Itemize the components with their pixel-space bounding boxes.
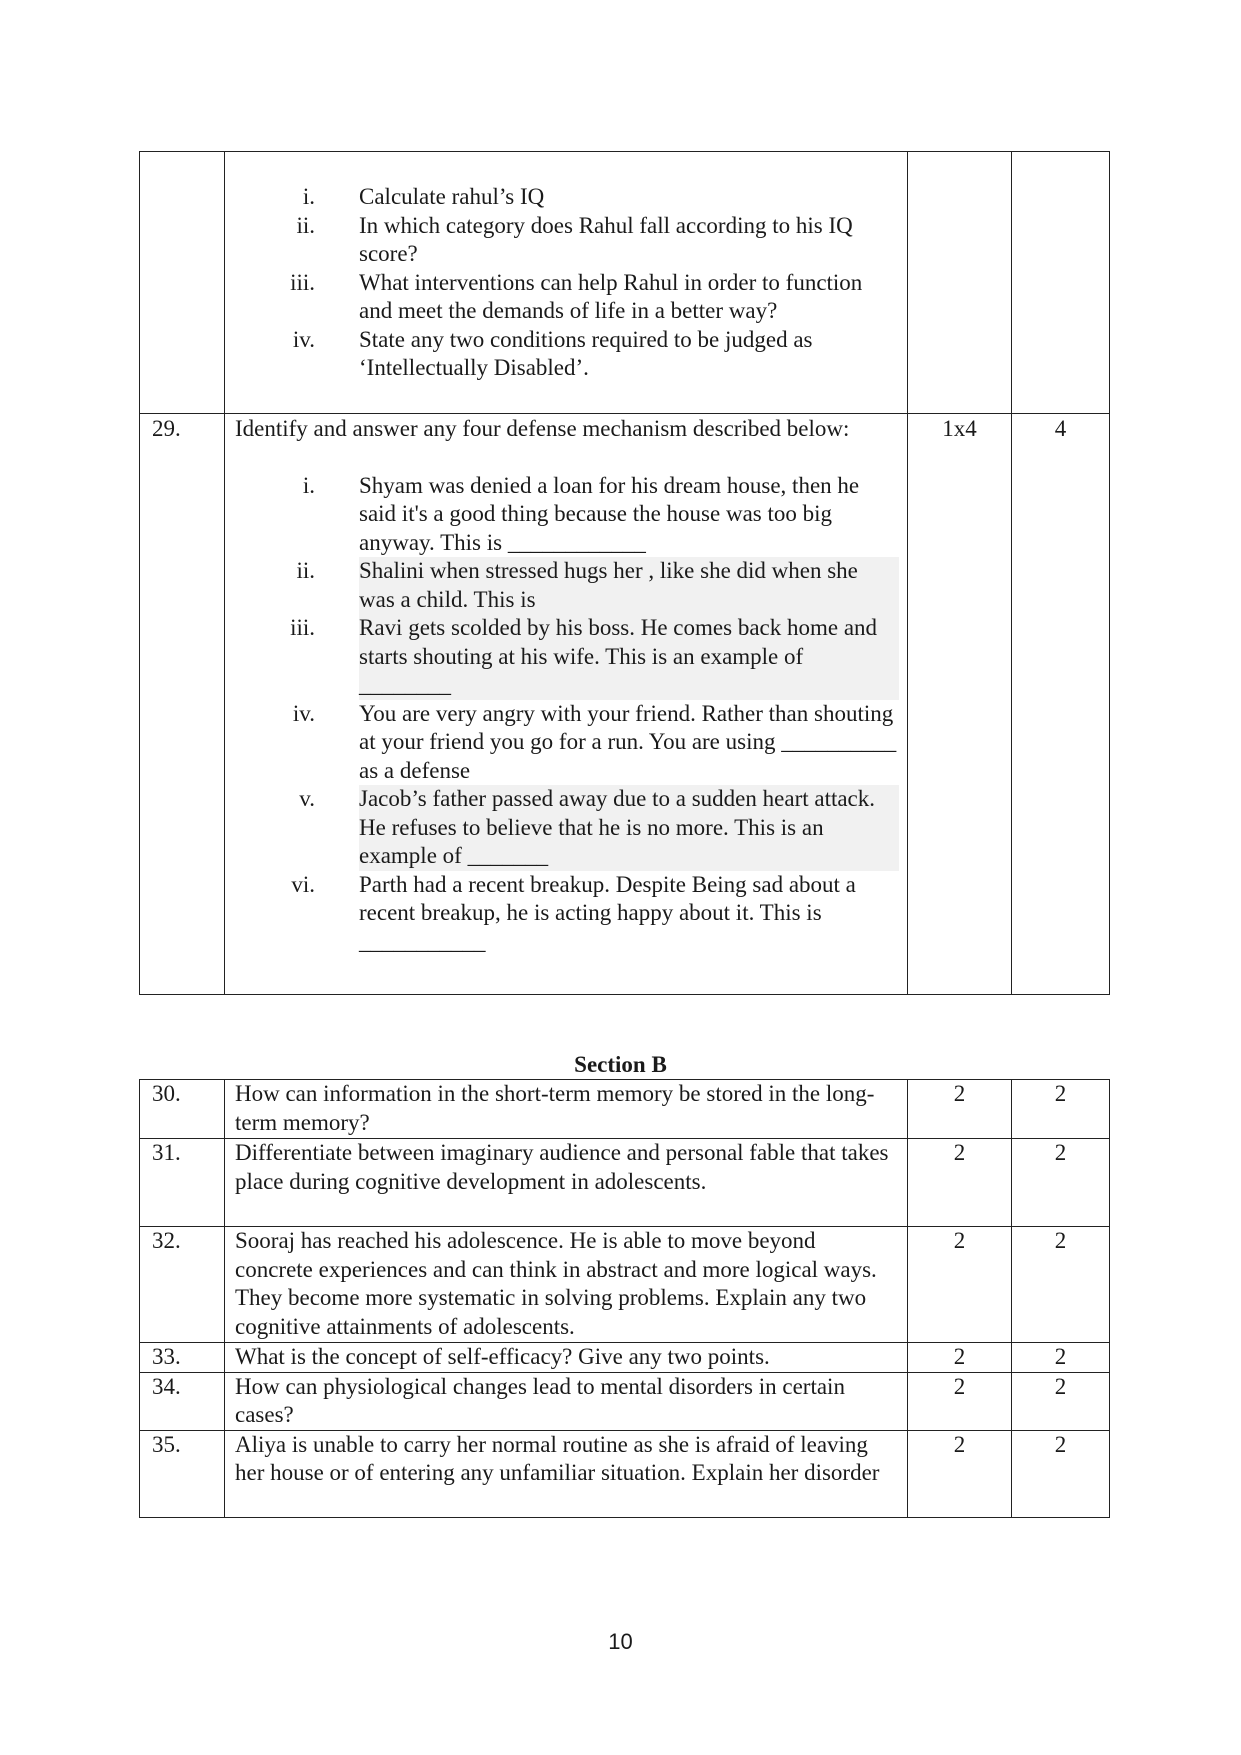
item-number: iii.	[290, 269, 315, 295]
item-number: i.	[302, 184, 315, 209]
table-row	[140, 1139, 1110, 1227]
item-text: Jacob’s father passed away due to a sudden heart attack. He refuses to believe that he is no more. This is an example of _______	[359, 785, 899, 871]
question-number: 34.	[140, 1372, 225, 1430]
item-number: ii.	[296, 558, 315, 583]
table-row	[140, 414, 1110, 995]
question-text: Aliya is unable to carry her normal routine as she is afraid of leaving her house or of entering any unfamiliar situation. Explain her disorder	[225, 1430, 908, 1517]
question-text: What is the concept of self-efficacy? Give any two points.	[225, 1343, 908, 1373]
item-text: State any two conditions required to be judged as ‘Intellectually Disabled’.	[359, 326, 813, 380]
question-text: How can physiological changes lead to mental disorders in certain cases?	[225, 1372, 908, 1430]
total-cell	[1012, 152, 1110, 414]
page-number: 10	[608, 1629, 633, 1654]
total-cell: 4	[1012, 414, 1110, 995]
question-table-a	[139, 151, 1110, 995]
item-number: iv.	[292, 700, 315, 726]
item-text: Ravi gets scolded by his boss. He comes back home and starts shouting at his wife. This is an example of ________	[359, 614, 899, 700]
item-number: ii.	[296, 212, 315, 238]
table-row	[140, 152, 1110, 414]
question-text: Sooraj has reached his adolescence. He is able to move beyond concrete experiences and can think in abstract and more logical ways. They become more systematic in solving problems. Explain any two cognitive attainments of adolescents.	[225, 1227, 908, 1343]
marks-cell: 2	[908, 1372, 1012, 1430]
question-text: How can information in the short-term memory be stored in the long-term memory?	[225, 1080, 908, 1139]
marks-cell: 2	[908, 1227, 1012, 1343]
item-text: Shyam was denied a loan for his dream house, then he said it's a good thing because the house was too big anyway. This is ____________	[359, 472, 860, 555]
list-item	[235, 614, 899, 700]
list-item	[235, 326, 899, 383]
total-cell: 2	[1012, 1227, 1110, 1343]
question-text: Differentiate between imaginary audience and personal fable that takes place during cognitive development in adolescents.	[225, 1139, 908, 1227]
table-row	[140, 1430, 1110, 1517]
marks-cell: 2	[908, 1080, 1012, 1139]
item-number: vi.	[291, 871, 315, 897]
item-text: You are very angry with your friend. Rather than shouting at your friend you go for a run. You are using __________ as a defense	[359, 700, 897, 783]
item-number: iv.	[292, 326, 315, 352]
total-cell: 2	[1012, 1080, 1110, 1139]
table-row	[140, 1372, 1110, 1430]
section-title: Section B	[574, 1052, 667, 1077]
marks-cell: 2	[908, 1430, 1012, 1517]
question-number: 30.	[140, 1080, 225, 1139]
question-number: 35.	[140, 1430, 225, 1517]
item-text: What interventions can help Rahul in order to function and meet the demands of life in a better way?	[359, 269, 863, 323]
question-number: 29.	[140, 414, 225, 995]
table-row	[140, 1080, 1110, 1139]
marks-cell: 2	[908, 1343, 1012, 1373]
list-item	[235, 700, 899, 786]
item-number: i.	[302, 472, 315, 498]
list-item	[235, 183, 899, 212]
item-text: Calculate rahul’s IQ	[359, 184, 545, 209]
question-number: 31.	[140, 1139, 225, 1227]
question-table-b	[139, 1079, 1110, 1518]
total-cell: 2	[1012, 1430, 1110, 1517]
list-item	[235, 472, 899, 558]
question-number-cell	[140, 152, 225, 414]
list-item	[235, 212, 899, 269]
question-text-cell	[225, 414, 908, 995]
marks-cell: 2	[908, 1139, 1012, 1227]
total-cell: 2	[1012, 1139, 1110, 1227]
question-intro: Identify and answer any four defense mechanism described below:	[235, 416, 850, 441]
item-text: Parth had a recent breakup. Despite Being sad about a recent breakup, he is acting happy about it. This is ___________	[359, 871, 856, 954]
item-text: In which category does Rahul fall according to his IQ score?	[359, 212, 853, 266]
marks-cell: 1x4	[908, 414, 1012, 995]
table-row	[140, 1343, 1110, 1373]
list-item	[235, 269, 899, 326]
item-text: Shalini when stressed hugs her , like she did when she was a child. This is	[359, 557, 899, 614]
question-number: 32.	[140, 1227, 225, 1343]
item-number: iii.	[290, 615, 315, 640]
question-number: 33.	[140, 1343, 225, 1373]
item-number: v.	[299, 786, 315, 811]
total-cell: 2	[1012, 1343, 1110, 1373]
list-item	[235, 871, 899, 957]
marks-cell	[908, 152, 1012, 414]
list-item	[235, 557, 899, 614]
table-row	[140, 1227, 1110, 1343]
list-item	[235, 785, 899, 871]
total-cell: 2	[1012, 1372, 1110, 1430]
question-text-cell	[225, 152, 908, 414]
